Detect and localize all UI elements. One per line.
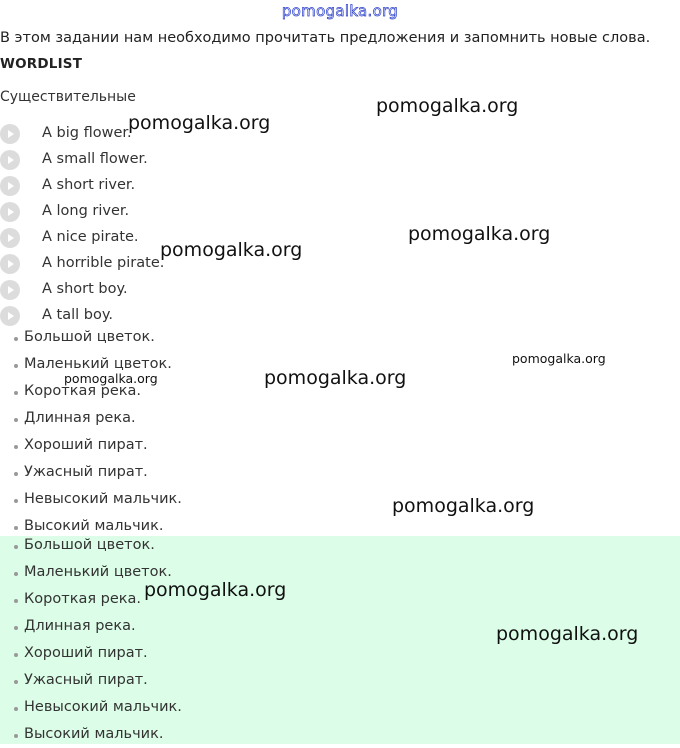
translation-text: Невысокий мальчик. bbox=[24, 491, 182, 507]
bullet-icon bbox=[14, 680, 18, 684]
play-audio-icon[interactable] bbox=[0, 280, 20, 300]
play-audio-icon[interactable] bbox=[0, 176, 20, 196]
bullet-icon bbox=[14, 734, 18, 738]
bullet-icon bbox=[14, 391, 18, 395]
wordlist-heading: WORDLIST bbox=[0, 56, 83, 72]
answer-text: Невысокий мальчик. bbox=[24, 699, 182, 715]
translation-text: Высокий мальчик. bbox=[24, 518, 164, 534]
watermark: pomogalka.org bbox=[264, 367, 407, 389]
bullet-icon bbox=[14, 472, 18, 476]
watermark: pomogalka.org bbox=[64, 371, 158, 386]
watermark: pomogalka.org bbox=[408, 223, 551, 245]
answer-text: Маленький цветок. bbox=[24, 564, 172, 580]
bullet-icon bbox=[14, 599, 18, 603]
translation-text: Ужасный пират. bbox=[24, 464, 148, 480]
word-text: A short boy. bbox=[42, 281, 128, 297]
word-text: A tall boy. bbox=[42, 307, 113, 323]
bullet-icon bbox=[14, 445, 18, 449]
watermark: pomogalka.org bbox=[376, 95, 519, 117]
bullet-icon bbox=[14, 418, 18, 422]
play-audio-icon[interactable] bbox=[0, 228, 20, 248]
bullet-icon bbox=[14, 526, 18, 530]
watermark: pomogalka.org bbox=[392, 495, 535, 517]
watermark: pomogalka.org bbox=[512, 351, 606, 366]
word-text: A horrible pirate. bbox=[42, 255, 165, 271]
bullet-icon bbox=[14, 572, 18, 576]
watermark: pomogalka.org bbox=[128, 112, 271, 134]
answer-text: Длинная река. bbox=[24, 618, 136, 634]
bullet-icon bbox=[14, 337, 18, 341]
bullet-icon bbox=[14, 545, 18, 549]
translation-text: Маленький цветок. bbox=[24, 356, 172, 372]
bullet-icon bbox=[14, 364, 18, 368]
intro-text: В этом задании нам необходимо прочитать предложения и запомнить новые слова. bbox=[0, 30, 651, 46]
word-text: A big flower. bbox=[42, 125, 132, 141]
answer-text: Высокий мальчик. bbox=[24, 726, 164, 742]
answer-text: Ужасный пират. bbox=[24, 672, 148, 688]
answer-text: Короткая река. bbox=[24, 591, 142, 607]
word-text: A small flower. bbox=[42, 151, 148, 167]
play-audio-icon[interactable] bbox=[0, 124, 20, 144]
play-audio-icon[interactable] bbox=[0, 254, 20, 274]
nouns-subheading: Существительные bbox=[0, 89, 136, 105]
watermark: pomogalka.org bbox=[496, 623, 639, 645]
watermark: pomogalka.org bbox=[160, 239, 303, 261]
play-audio-icon[interactable] bbox=[0, 202, 20, 222]
word-text: A long river. bbox=[42, 203, 130, 219]
play-audio-icon[interactable] bbox=[0, 306, 20, 326]
translation-text: Большой цветок. bbox=[24, 329, 155, 345]
word-text: A short river. bbox=[42, 177, 136, 193]
translation-text: Короткая река. bbox=[24, 383, 142, 399]
word-text: A nice pirate. bbox=[42, 229, 139, 245]
answer-text: Большой цветок. bbox=[24, 537, 155, 553]
play-audio-icon[interactable] bbox=[0, 150, 20, 170]
watermark-top: pomogalka.org bbox=[281, 2, 399, 20]
translation-text: Хороший пират. bbox=[24, 437, 148, 453]
bullet-icon bbox=[14, 707, 18, 711]
bullet-icon bbox=[14, 653, 18, 657]
watermark: pomogalka.org bbox=[144, 579, 287, 601]
bullet-icon bbox=[14, 626, 18, 630]
bullet-icon bbox=[14, 499, 18, 503]
translation-text: Длинная река. bbox=[24, 410, 136, 426]
answer-text: Хороший пират. bbox=[24, 645, 148, 661]
